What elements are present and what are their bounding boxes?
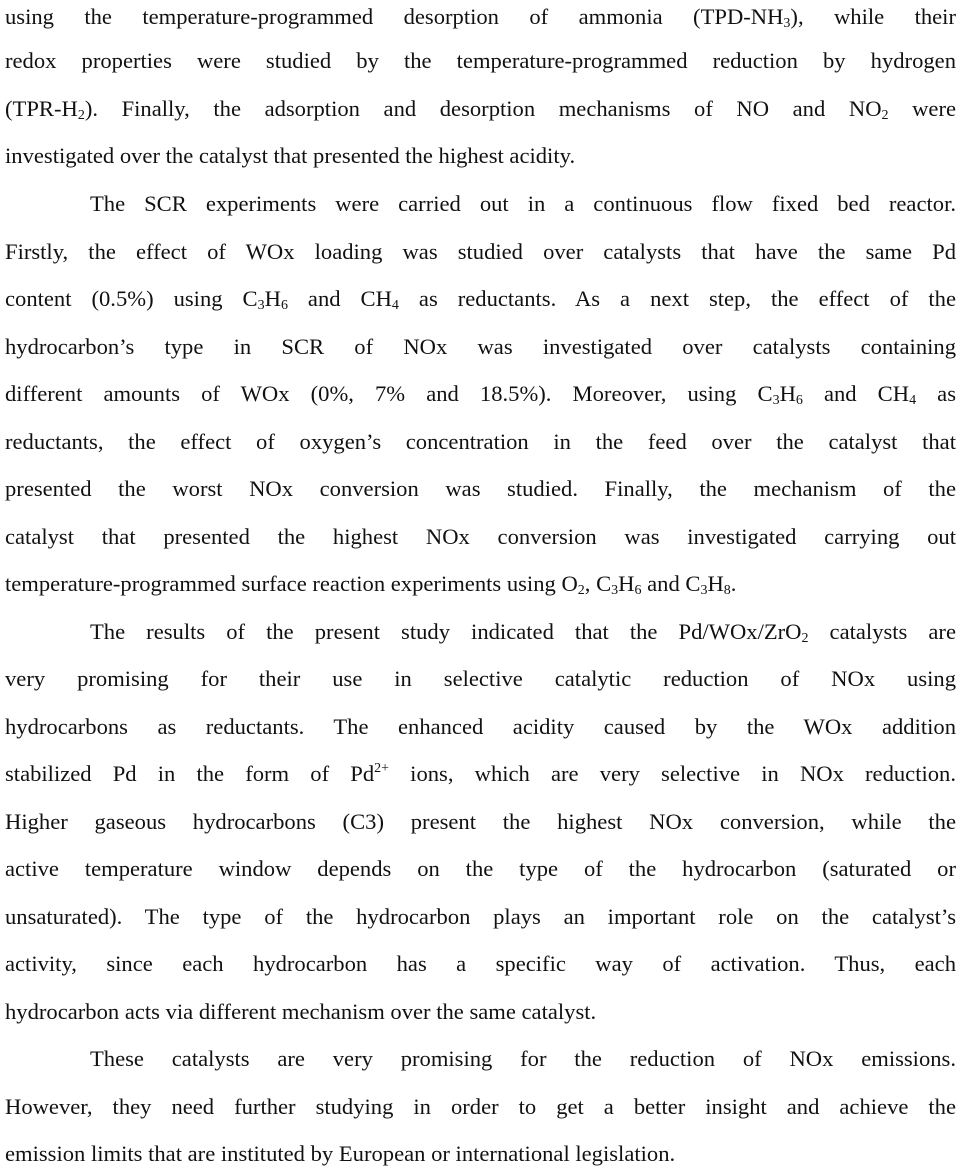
subscript: 2 [801, 631, 809, 646]
superscript: 2+ [374, 761, 390, 776]
text-line: hydrocarbon acts via different mechanism over the same catalyst. [5, 999, 597, 1024]
subscript: 3 [772, 393, 780, 408]
text-line: different amounts of WOx (0%, 7% and 18.5%). Moreover, using $C_3H_6$ and $CH_4$ as [5, 381, 956, 408]
text-line: emission limits that are instituted by European or international legislation. [5, 1141, 676, 1166]
subscript: 3 [700, 583, 708, 598]
subscript: 3 [257, 298, 265, 313]
subscript: 4 [909, 393, 917, 408]
subscript: 6 [795, 393, 803, 408]
paragraph-first-line: The results of the present study indicated that the Pd/WOx/ZrO$_2$ catalysts are [90, 619, 956, 646]
text-line: catalyst that presented the highest NOx conversion was investigated carrying out [5, 524, 956, 549]
text-line: $(TPR-H_2)$. Finally, the adsorption and desorption mechanisms of NO and $NO_2$ were [5, 96, 957, 123]
text-line: stabilized Pd in the form of $Pd^{2+}$ ions, which are very selective in NOx reduction. [5, 761, 956, 786]
text-line: unsaturated). The type of the hydrocarbon plays an important role on the catalyst’s [5, 904, 956, 929]
text-line: using the temperature-programmed desorption of ammonia $(TPD-NH_3)$, while their [5, 4, 956, 31]
subscript: 2 [881, 108, 889, 123]
text-line: hydrocarbon’s type in SCR of NOx was investigated over catalysts containing [5, 334, 956, 359]
text-line: reductants, the effect of oxygen’s concentration in the feed over the catalyst that [5, 429, 956, 454]
text-line: presented the worst NOx conversion was studied. Finally, the mechanism of the [5, 476, 956, 501]
text-line: active temperature window depends on the type of the hydrocarbon (saturated or [5, 856, 956, 881]
text-line: temperature-programmed surface reaction experiments using $O_2$, $C_3H_6$ and $C_3H_8$. [5, 571, 737, 598]
subscript: 6 [634, 583, 642, 598]
text-line: Firstly, the effect of WOx loading was studied over catalysts that have the same Pd [5, 239, 956, 264]
subscript: 2 [577, 583, 585, 598]
subscript: 6 [280, 298, 288, 313]
paragraph-first-line: These catalysts are very promising for the reduction of NOx emissions. [90, 1046, 956, 1071]
text-line: content (0.5%) using $C_3H_6$ and $CH_4$ as reductants. As a next step, the effect of the [5, 286, 956, 313]
subscript: 3 [783, 16, 791, 31]
subscript: 2 [77, 108, 85, 123]
text-line: hydrocarbons as reductants. The enhanced acidity caused by the WOx addition [5, 714, 956, 739]
subscript: 4 [391, 298, 399, 313]
text-line: very promising for their use in selective catalytic reduction of NOx using [5, 666, 956, 691]
paragraph-first-line: The SCR experiments were carried out in a continuous flow fixed bed reactor. [90, 191, 956, 216]
text-line: investigated over the catalyst that presented the highest acidity. [5, 143, 576, 168]
text-line: redox properties were studied by the temperature-programmed reduction by hydrogen [5, 48, 956, 73]
text-line: However, they need further studying in order to get a better insight and achieve the [5, 1094, 956, 1119]
text-line: Higher gaseous hydrocarbons (C3) present the highest NOx conversion, while the [5, 809, 956, 834]
subscript: 3 [611, 583, 619, 598]
subscript: 8 [723, 583, 731, 598]
text-line: activity, since each hydrocarbon has a specific way of activation. Thus, each [5, 951, 956, 976]
